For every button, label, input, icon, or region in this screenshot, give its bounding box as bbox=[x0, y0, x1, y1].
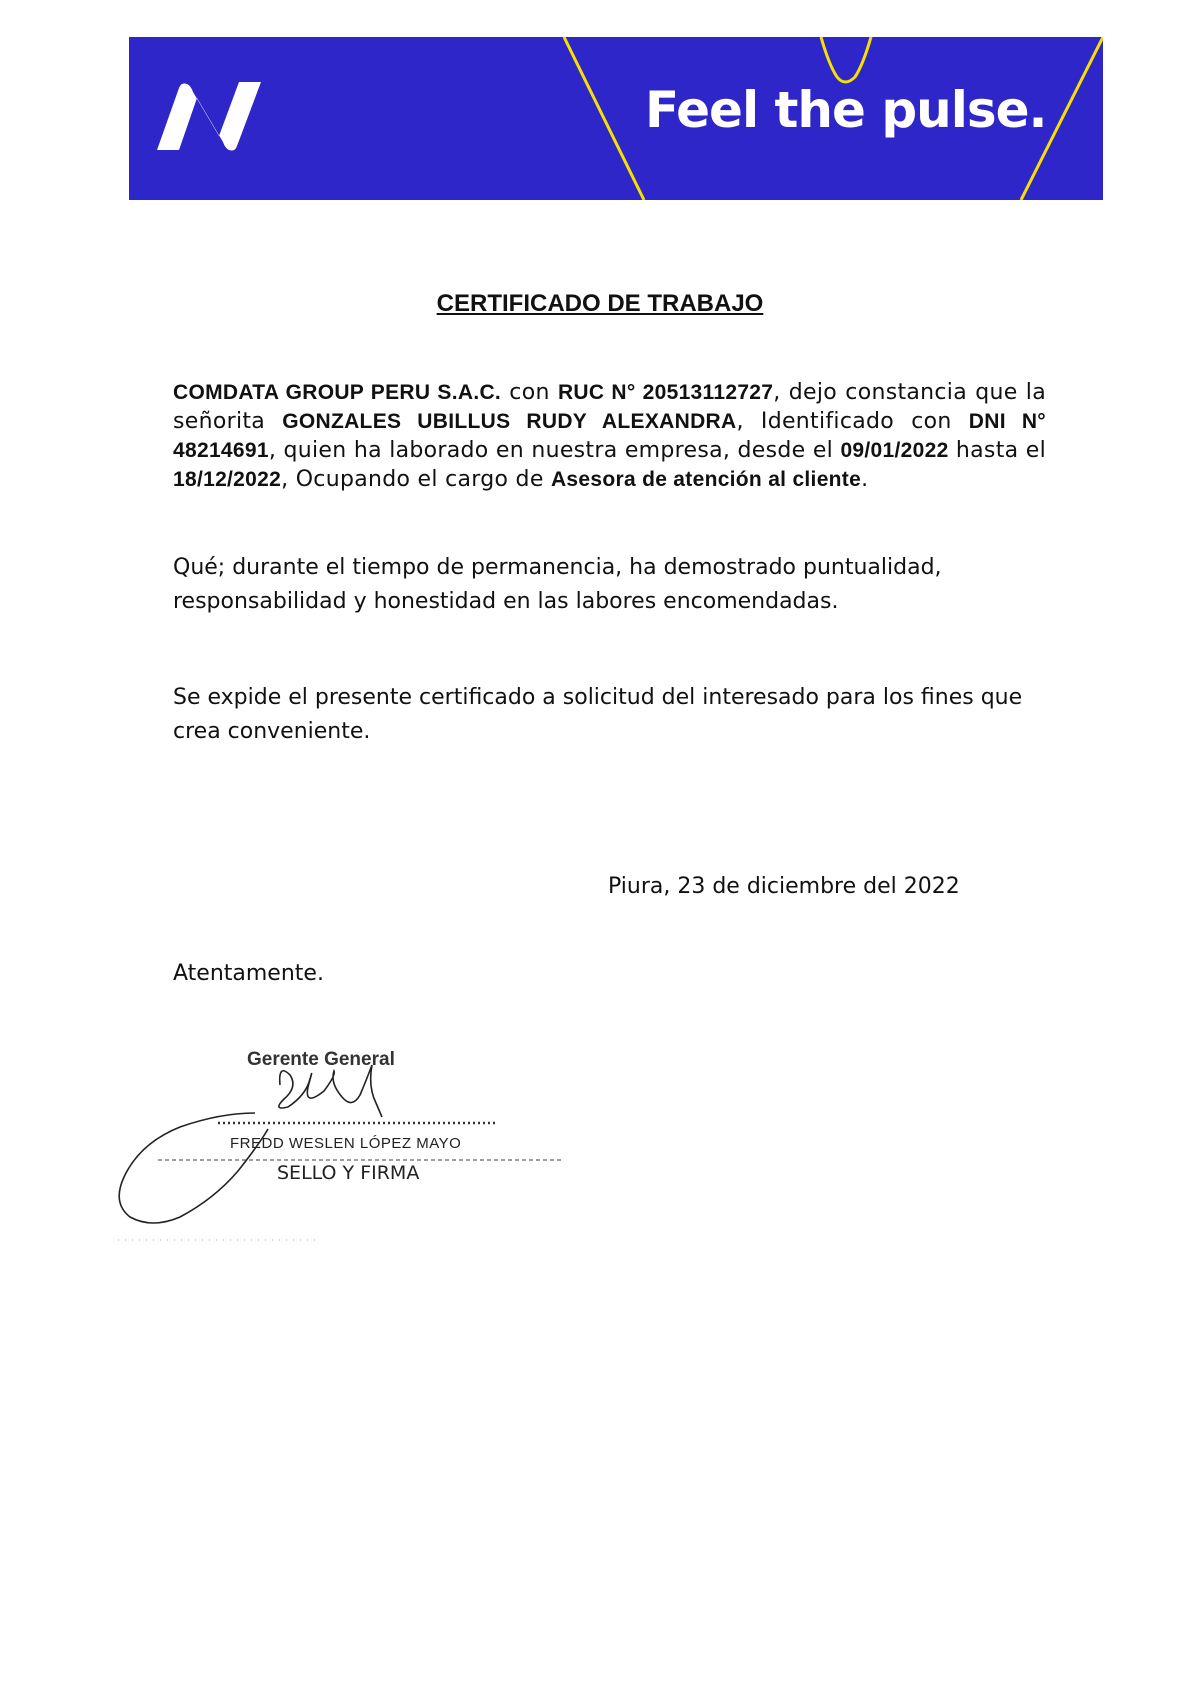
n-logo-icon bbox=[157, 82, 282, 152]
signatory-name: FREDD WESLEN LÓPEZ MAYO bbox=[230, 1135, 462, 1152]
dni-number: DNI N° 48214691 bbox=[173, 410, 1046, 462]
page-title: CERTIFICADO DE TRABAJO bbox=[436, 290, 764, 317]
conduct-paragraph: Qué; durante el tiempo de permanencia, ha demostrado puntualidad, responsabilidad y honestidad en las labores encomendadas. bbox=[173, 555, 942, 614]
place-date: Piura, 23 de diciembre del 2022 bbox=[608, 874, 960, 899]
company-name: COMDATA GROUP PERU S.A.C. bbox=[173, 381, 502, 404]
job-position: Asesora de atención al cliente bbox=[550, 468, 862, 491]
certificate-paragraph: COMDATA GROUP PERU S.A.C. con RUC N° 20513112727, dejo constancia que la señorita GONZALES UBILLUS RUDY ALEXANDRA, Identificado con DNI N° 48214691, quien ha laborado en nuestra empresa, desde el 09/01/2022 hasta el 18/12/2022, Ocupando el cargo de Asesora de atención al cliente. bbox=[173, 380, 1046, 492]
banner-tagline: Feel the pulse. bbox=[645, 81, 1047, 139]
stamp-label: SELLO Y FIRMA bbox=[277, 1162, 420, 1184]
employee-name: GONZALES UBILLUS RUDY ALEXANDRA bbox=[282, 410, 737, 433]
signature-block bbox=[110, 1035, 590, 1245]
end-date: 18/12/2022 bbox=[173, 468, 282, 491]
signatory-role: Gerente General bbox=[247, 1049, 395, 1070]
purpose-paragraph: Se expide el presente certificado a solicitud del interesado para los fines que crea conveniente. bbox=[173, 685, 1023, 744]
header-banner bbox=[129, 37, 1103, 200]
closing-text: Atentamente. bbox=[173, 961, 324, 986]
start-date: 09/01/2022 bbox=[840, 439, 949, 462]
ruc-number: RUC N° 20513112727 bbox=[557, 381, 774, 404]
